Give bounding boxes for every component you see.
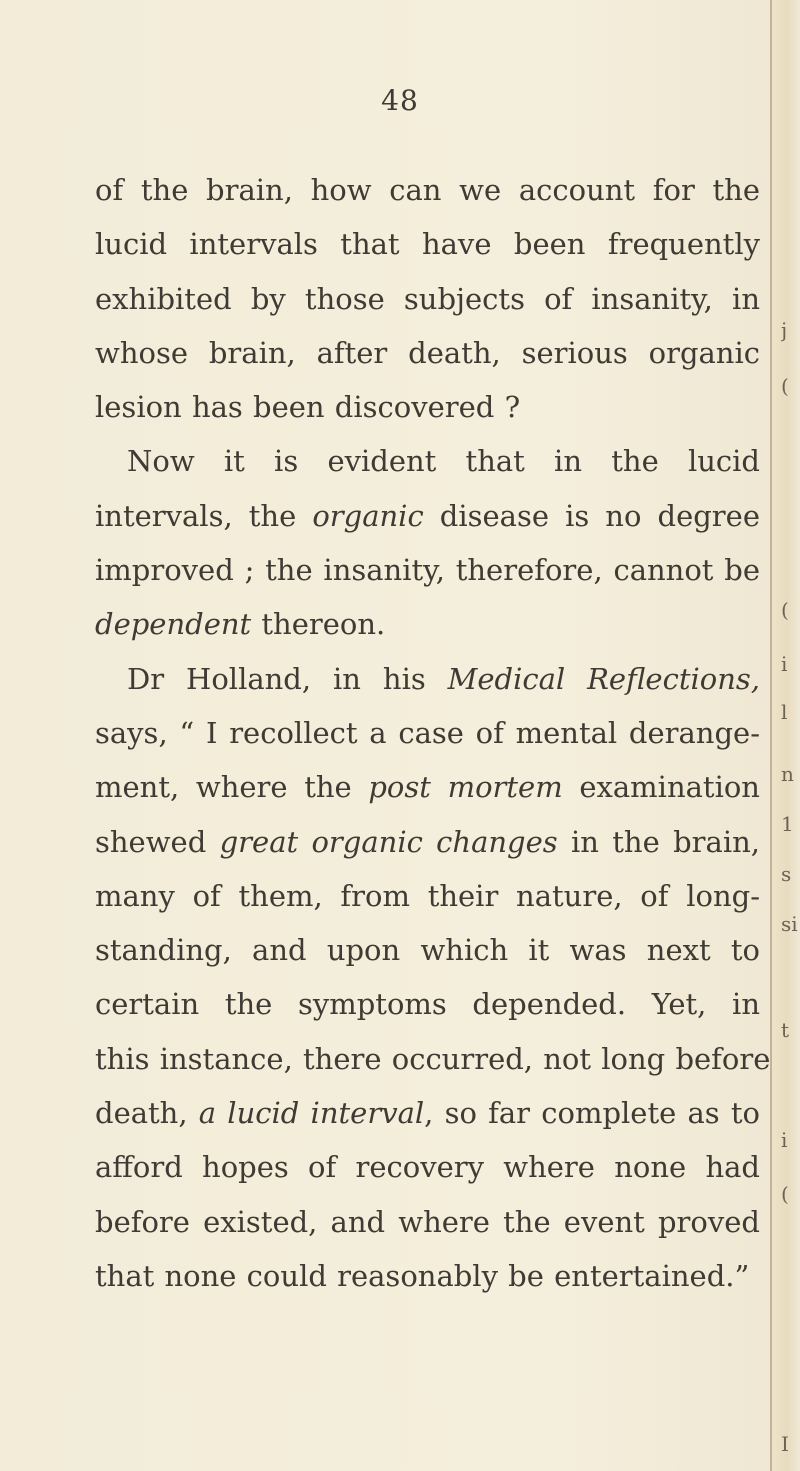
text-run: , so far complete as to <box>424 1096 760 1131</box>
text-run: afford hopes of recovery where none had <box>95 1150 760 1185</box>
text-run: lucid intervals that have been frequently <box>95 227 760 262</box>
italic-run: organic <box>312 498 424 533</box>
text-line <box>95 434 760 488</box>
text-run: disease is no degree <box>423 498 760 533</box>
text-run: Now it is evident that in the lucid <box>127 444 760 479</box>
bleed-letter: n <box>781 762 794 786</box>
bleed-letter: 1 <box>781 812 794 836</box>
text-run: before existed, and where the event proved <box>95 1204 760 1239</box>
text-line <box>95 543 760 597</box>
text-run: of the brain, how can we account for the <box>95 173 760 207</box>
bleed-letter: i <box>781 652 788 676</box>
page-gutter <box>770 0 800 1471</box>
text-line <box>95 380 760 434</box>
text-run: many of them, from their nature, of long- <box>95 878 760 913</box>
bleed-letter: ( <box>781 598 789 622</box>
text-run: in the brain, <box>557 824 760 859</box>
text-line <box>95 597 760 651</box>
text-run: Dr Holland, in his <box>127 661 448 696</box>
text-line <box>95 652 760 706</box>
text-line <box>95 1195 760 1249</box>
text-run: whose brain, after death, serious organic <box>95 335 760 370</box>
text-run: certain the symptoms depended. Yet, in <box>95 987 760 1022</box>
bleed-letter: t <box>781 1018 790 1042</box>
page-number: 48 <box>381 84 419 117</box>
italic-run: dependent <box>95 607 252 642</box>
text-run: shewed <box>95 824 220 859</box>
body-text <box>95 163 771 1303</box>
text-run: ment, where the <box>95 770 369 805</box>
text-line <box>95 1086 760 1140</box>
text-run: death, <box>95 1096 199 1131</box>
text-run: improved ; the insanity, therefore, cannot be <box>95 553 760 588</box>
text-line <box>95 489 760 543</box>
bleed-letter: j <box>781 318 788 342</box>
text-run: exhibited by those subjects of insanity, in <box>95 281 760 316</box>
bleed-letter: s <box>781 862 792 886</box>
bleed-letter: ( <box>781 374 789 398</box>
text-run: standing, and upon which it was next to <box>95 933 760 968</box>
text-line <box>95 1140 760 1194</box>
text-line <box>95 1249 760 1303</box>
bleed-letter: i <box>781 1128 788 1152</box>
bleed-letter: l <box>781 700 788 724</box>
text-run: lesion has been discovered ? <box>95 390 521 425</box>
bleed-letter: si <box>781 912 798 936</box>
text-line <box>95 272 760 326</box>
text-line <box>95 706 760 760</box>
text-line <box>95 217 760 271</box>
italic-run: a lucid interval <box>198 1096 425 1131</box>
text-line <box>95 1032 771 1086</box>
text-run: that none could reasonably be entertained.” <box>95 1258 750 1293</box>
text-line <box>95 815 760 869</box>
bleed-letter: ( <box>781 1182 789 1206</box>
text-run: intervals, the <box>95 498 313 533</box>
italic-run: post mortem <box>368 770 563 805</box>
text-line <box>95 977 760 1031</box>
text-run: says, “ I recollect a case of mental derange- <box>95 715 760 750</box>
text-run: thereon. <box>251 607 386 642</box>
text-line <box>95 869 760 923</box>
bleed-letter: I <box>781 1432 789 1456</box>
text-line <box>95 760 760 814</box>
text-line <box>95 163 760 217</box>
text-run: examination <box>562 770 760 805</box>
text-run: this instance, there occurred, not long before <box>95 1041 771 1076</box>
italic-run: great organic changes <box>219 824 558 859</box>
text-line <box>95 923 760 977</box>
text-line <box>95 326 760 380</box>
italic-run: Medical Reflections, <box>447 661 760 696</box>
